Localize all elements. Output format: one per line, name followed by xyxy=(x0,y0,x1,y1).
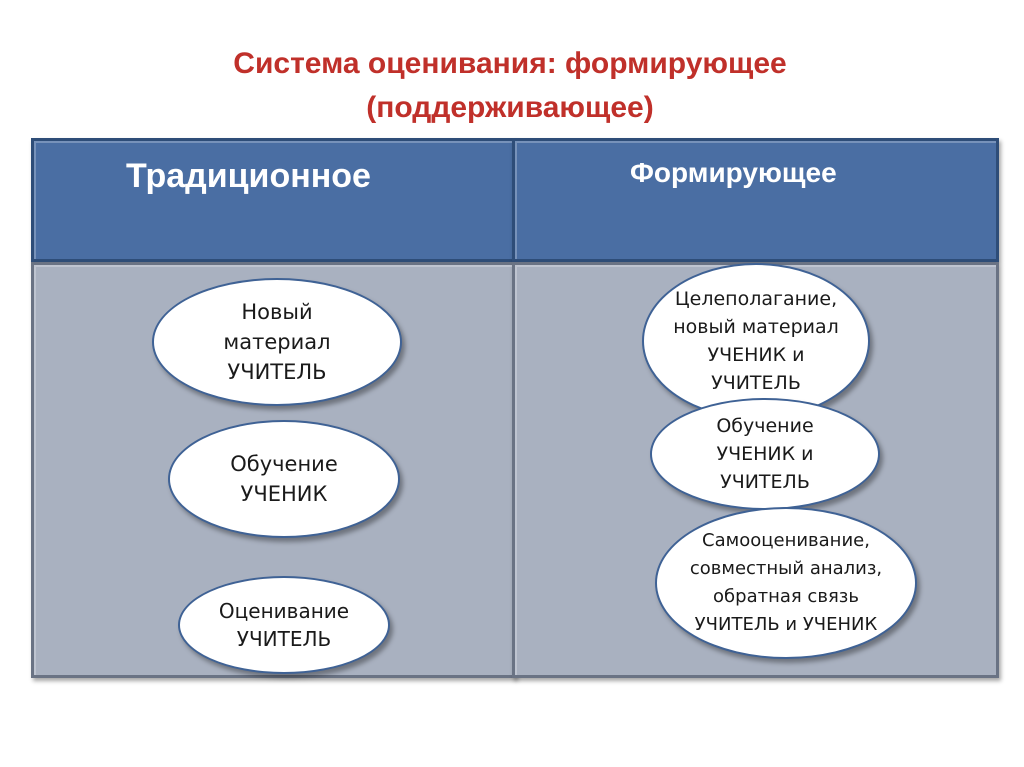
slide-title-text: Система оценивания: формирующее (поддерживающее) xyxy=(233,47,787,124)
oval-learning-student-teacher xyxy=(650,398,880,510)
oval-new-material-teacher xyxy=(152,278,402,406)
oval-text: Обучение УЧЕНИК и УЧИТЕЛЬ xyxy=(716,415,814,493)
oval-text: Новый материал УЧИТЕЛЬ xyxy=(223,300,331,384)
oval-text: Целеполагание, новый материал УЧЕНИК и УЧИТЕЛЬ xyxy=(673,288,839,394)
oval-text: Обучение УЧЕНИК xyxy=(230,452,338,506)
slide-title xyxy=(150,42,870,130)
oval-assessment-teacher xyxy=(178,576,390,674)
oval-text: Самооценивание, совместный анализ, обратная связь УЧИТЕЛЬ и УЧЕНИК xyxy=(689,530,883,635)
oval-text: Оценивание УЧИТЕЛЬ xyxy=(218,599,350,651)
header-formative xyxy=(512,138,999,262)
header-formative-label: Формирующее xyxy=(630,157,837,188)
oval-self-assessment xyxy=(655,507,917,659)
header-traditional xyxy=(31,138,516,262)
oval-learning-student xyxy=(168,420,400,538)
oval-goal-setting xyxy=(642,263,870,419)
header-traditional-label: Традиционное xyxy=(126,157,371,195)
